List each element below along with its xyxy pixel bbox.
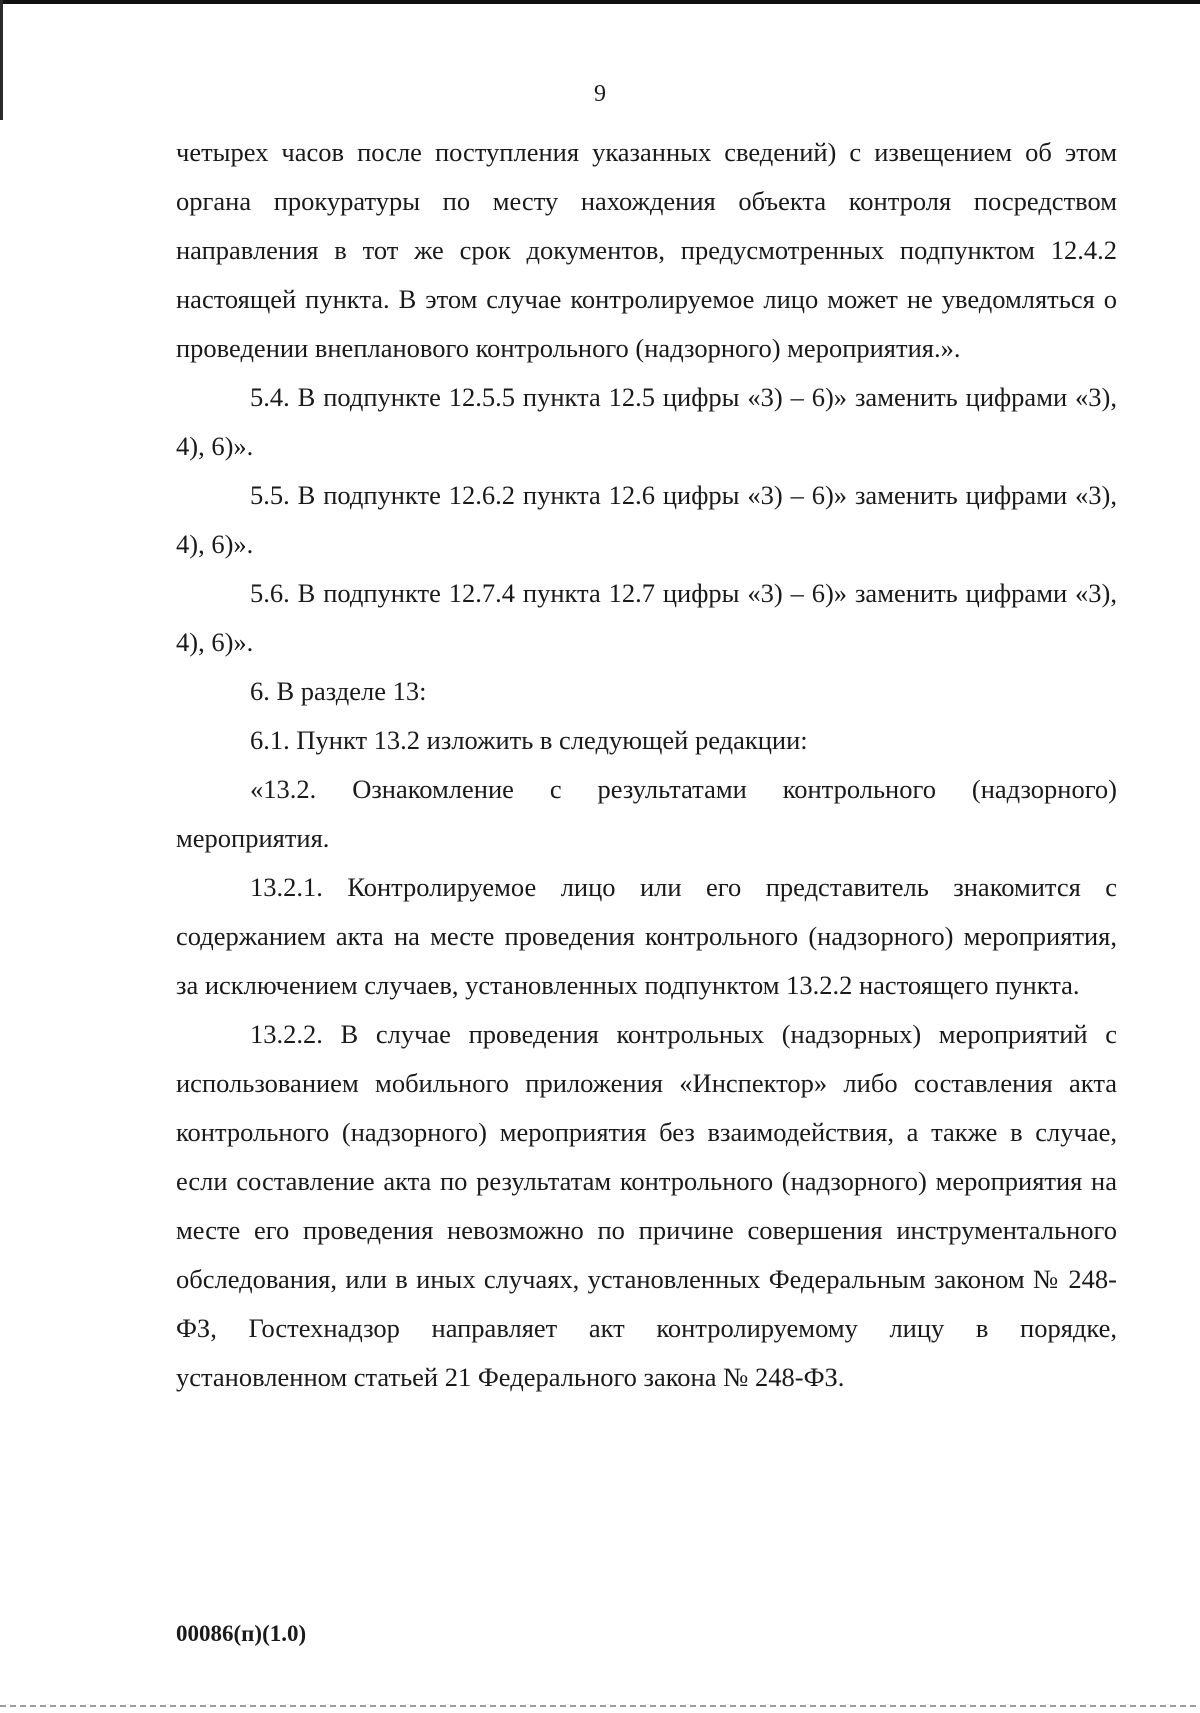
paragraph-5-6: 5.6. В подпункте 12.7.4 пункта 12.7 цифры «3) – 6)» заменить цифрами «3), 4), 6)». [176, 578, 1117, 657]
page-left-scan-edge [0, 0, 3, 120]
page-number: 9 [594, 81, 606, 107]
page-bottom-scan-edge [0, 1705, 1200, 1707]
paragraph-13-2-heading: «13.2. Ознакомление с результатами контрольного (надзорного) мероприятия. [176, 774, 1117, 853]
paragraph-6: 6. В разделе 13: [250, 676, 427, 706]
paragraph-6-1: 6.1. Пункт 13.2 изложить в следующей редакции: [250, 725, 808, 755]
paragraph-5-4: 5.4. В подпункте 12.5.5 пункта 12.5 цифры «3) – 6)» заменить цифрами «3), 4), 6)». [176, 382, 1117, 461]
paragraph-13-2-1: 13.2.1. Контролируемое лицо или его представитель знакомится с содержанием акта на месте проведения контрольного (надзорного) мероприятия, за исключением случаев, установленных подпунктом 13.2.2 настоящего пункта. [176, 872, 1117, 1000]
page-top-border [0, 0, 1200, 4]
paragraph-13-2-2: 13.2.2. В случае проведения контрольных (надзорных) мероприятий с использованием мобильного приложения «Инспектор» либо составления акта контрольного (надзорного) мероприятия без взаимодействия, а также в случае, если составление акта по результатам контрольного (надзорного) мероприятия на месте его проведения невозможно по причине совершения инструментального обследования, или в иных случаях, установленных Федеральным законом № 248-ФЗ, Гостехнадзор направляет акт контролируемому лицу в порядке, установленном статьей 21 Федерального закона № 248-ФЗ. [176, 1019, 1117, 1392]
paragraph-5-5: 5.5. В подпункте 12.6.2 пункта 12.6 цифры «3) – 6)» заменить цифрами «3), 4), 6)». [176, 480, 1117, 559]
document-footer-code: 00086(п)(1.0) [176, 1621, 307, 1646]
document-body [176, 128, 1117, 1402]
paragraph-continuation: четырех часов после поступления указанных сведений) с извещением об этом органа прокуратуры по месту нахождения объекта контроля посредством направления в тот же срок документов, предусмотренных подпунктом 12.4.2 настоящей пункта. В этом случае контролируемое лицо может не уведомляться о проведении внепланового контрольного (надзорного) мероприятия.». [176, 137, 1117, 363]
